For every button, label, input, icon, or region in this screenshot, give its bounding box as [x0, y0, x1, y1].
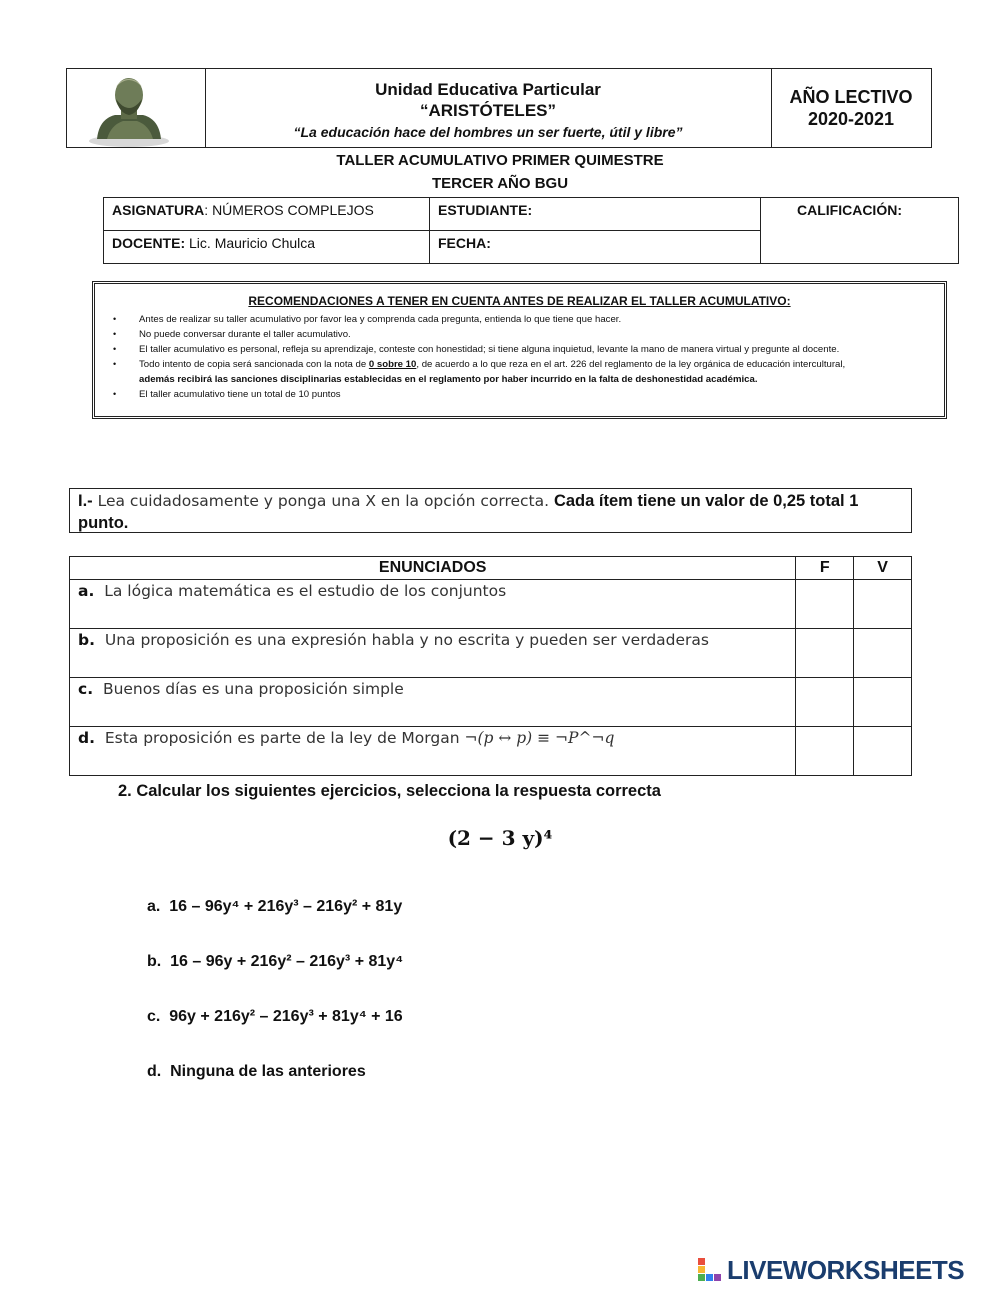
list-item: • Antes de realizar su taller acumulativo por favor lea y comprenda cada pregunta, entienda lo que tiene que hacer.: [113, 314, 622, 325]
school-info-cell: [205, 69, 772, 147]
answer-false-checkbox[interactable]: [796, 678, 854, 727]
col-statements: ENUNCIADOS: [70, 557, 796, 580]
list-item: • El taller acumulativo es personal, refleja su aprendizaje, conteste con honestidad; si tiene alguna inquietud, levante la mano de manera virtual y pregunte al docente.: [113, 344, 840, 355]
bullet-icon: •: [113, 344, 117, 354]
section1-instruction: [69, 488, 912, 533]
answer-false-checkbox[interactable]: [796, 580, 854, 629]
recommendations-box: [92, 281, 947, 419]
bullet-icon: •: [113, 314, 117, 324]
table-row: [70, 580, 912, 629]
statement-cell: d. Esta proposición es parte de la ley de Morgan ¬(p ↔ p) ≡ ¬P^¬q: [70, 727, 796, 776]
liveworksheets-logo: [697, 1255, 992, 1285]
bullet-icon: •: [113, 329, 117, 339]
info-table: [103, 197, 959, 264]
table-row: [70, 629, 912, 678]
list-item: • Todo intento de copia será sancionada con la nota de 0 sobre 10, de acuerdo a lo que reza en el art. 226 del reglamento de la ley orgánica de educación intercultural, además recibirá las sanciones disciplinarias establecidas en el reglamento por haber incurrido en la falta de deshonestidad académica.: [113, 359, 846, 385]
student-label: ESTUDIANTE:: [438, 202, 533, 218]
teacher-label: DOCENTE:: [112, 235, 186, 251]
option-c[interactable]: c. 96y + 216y² – 216y³ + 81y⁴ + 16: [147, 1008, 403, 1025]
teacher-cell: [104, 231, 430, 263]
logo-cell: [67, 69, 206, 147]
date-field[interactable]: [430, 231, 761, 263]
answer-false-checkbox[interactable]: [796, 727, 854, 776]
liveworksheets-mark-icon: [697, 1255, 723, 1285]
col-false: F: [796, 557, 854, 580]
date-label: FECHA:: [438, 235, 491, 251]
bullet-icon: •: [113, 359, 117, 369]
option-b[interactable]: b. 16 – 96y + 216y² – 216y³ + 81y⁴: [147, 953, 404, 970]
list-item: • El taller acumulativo tiene un total de 10 puntos: [113, 389, 341, 400]
page-subtitle: TERCER AÑO BGU: [431, 175, 569, 192]
statement-cell: c. Buenos días es una proposición simple: [70, 678, 796, 727]
subject-label: ASIGNATURA: [112, 202, 205, 218]
aristotle-bust-icon: [67, 69, 205, 149]
statement-cell: a. La lógica matemática es el estudio de los conjuntos: [70, 580, 796, 629]
table-row: [70, 727, 912, 776]
answer-true-checkbox[interactable]: [854, 629, 912, 678]
section2-expression: (2 − 3 y)⁴: [447, 826, 553, 850]
option-d[interactable]: d. Ninguna de las anteriores: [147, 1063, 366, 1080]
true-false-table: [69, 556, 912, 776]
recommendations-list: [107, 312, 932, 402]
school-motto: “La educación hace del hombres un ser fuerte, útil y libre”: [293, 124, 683, 140]
section2-title: 2. Calcular los siguientes ejercicios, selecciona la respuesta correcta: [118, 782, 661, 800]
subject-cell: [104, 198, 430, 231]
list-item: • No puede conversar durante el taller acumulativo.: [113, 329, 351, 340]
statement-cell: b. Una proposición es una expresión habla y no escrita y pueden ser verdaderas: [70, 629, 796, 678]
liveworksheets-text: LIVEWORKSHEETS: [727, 1255, 965, 1285]
grade-label: CALIFICACIÓN:: [797, 202, 902, 218]
subject-value: : NÚMEROS COMPLEJOS: [204, 202, 374, 218]
option-a[interactable]: a. 16 – 96y⁴ + 216y³ – 216y² + 81y: [147, 898, 403, 915]
answer-true-checkbox[interactable]: [854, 580, 912, 629]
recommendations-title: RECOMENDACIONES A TENER EN CUENTA ANTES DE REALIZAR EL TALLER ACUMULATIVO:: [248, 294, 791, 308]
year-value: 2020-2021: [807, 109, 895, 129]
section1-number: I.-: [78, 492, 93, 510]
school-title: “ARISTÓTELES”: [419, 101, 556, 120]
teacher-value: Lic. Mauricio Chulca: [185, 235, 316, 251]
bullet-icon: •: [113, 389, 117, 399]
answer-false-checkbox[interactable]: [796, 629, 854, 678]
year-cell: [771, 69, 931, 147]
school-header: [66, 68, 932, 148]
answer-true-checkbox[interactable]: [854, 678, 912, 727]
year-label: AÑO LECTIVO: [789, 87, 913, 107]
morgan-formula: ¬(p ↔ p) ≡ ¬P^¬q: [464, 729, 615, 747]
school-name: Unidad Educativa Particular: [375, 80, 601, 99]
page-title: TALLER ACUMULATIVO PRIMER QUIMESTRE: [336, 152, 664, 169]
table-header-row: [70, 557, 912, 580]
table-row: [70, 678, 912, 727]
grade-field[interactable]: [761, 198, 958, 263]
col-true: V: [854, 557, 912, 580]
student-field[interactable]: [430, 198, 761, 231]
section1-text: Lea cuidadosamente y ponga una X en la opción correcta.: [92, 492, 554, 510]
section1-value-note: Cada ítem tiene un valor de 0,25 total 1 punto.: [78, 492, 859, 532]
answer-true-checkbox[interactable]: [854, 727, 912, 776]
